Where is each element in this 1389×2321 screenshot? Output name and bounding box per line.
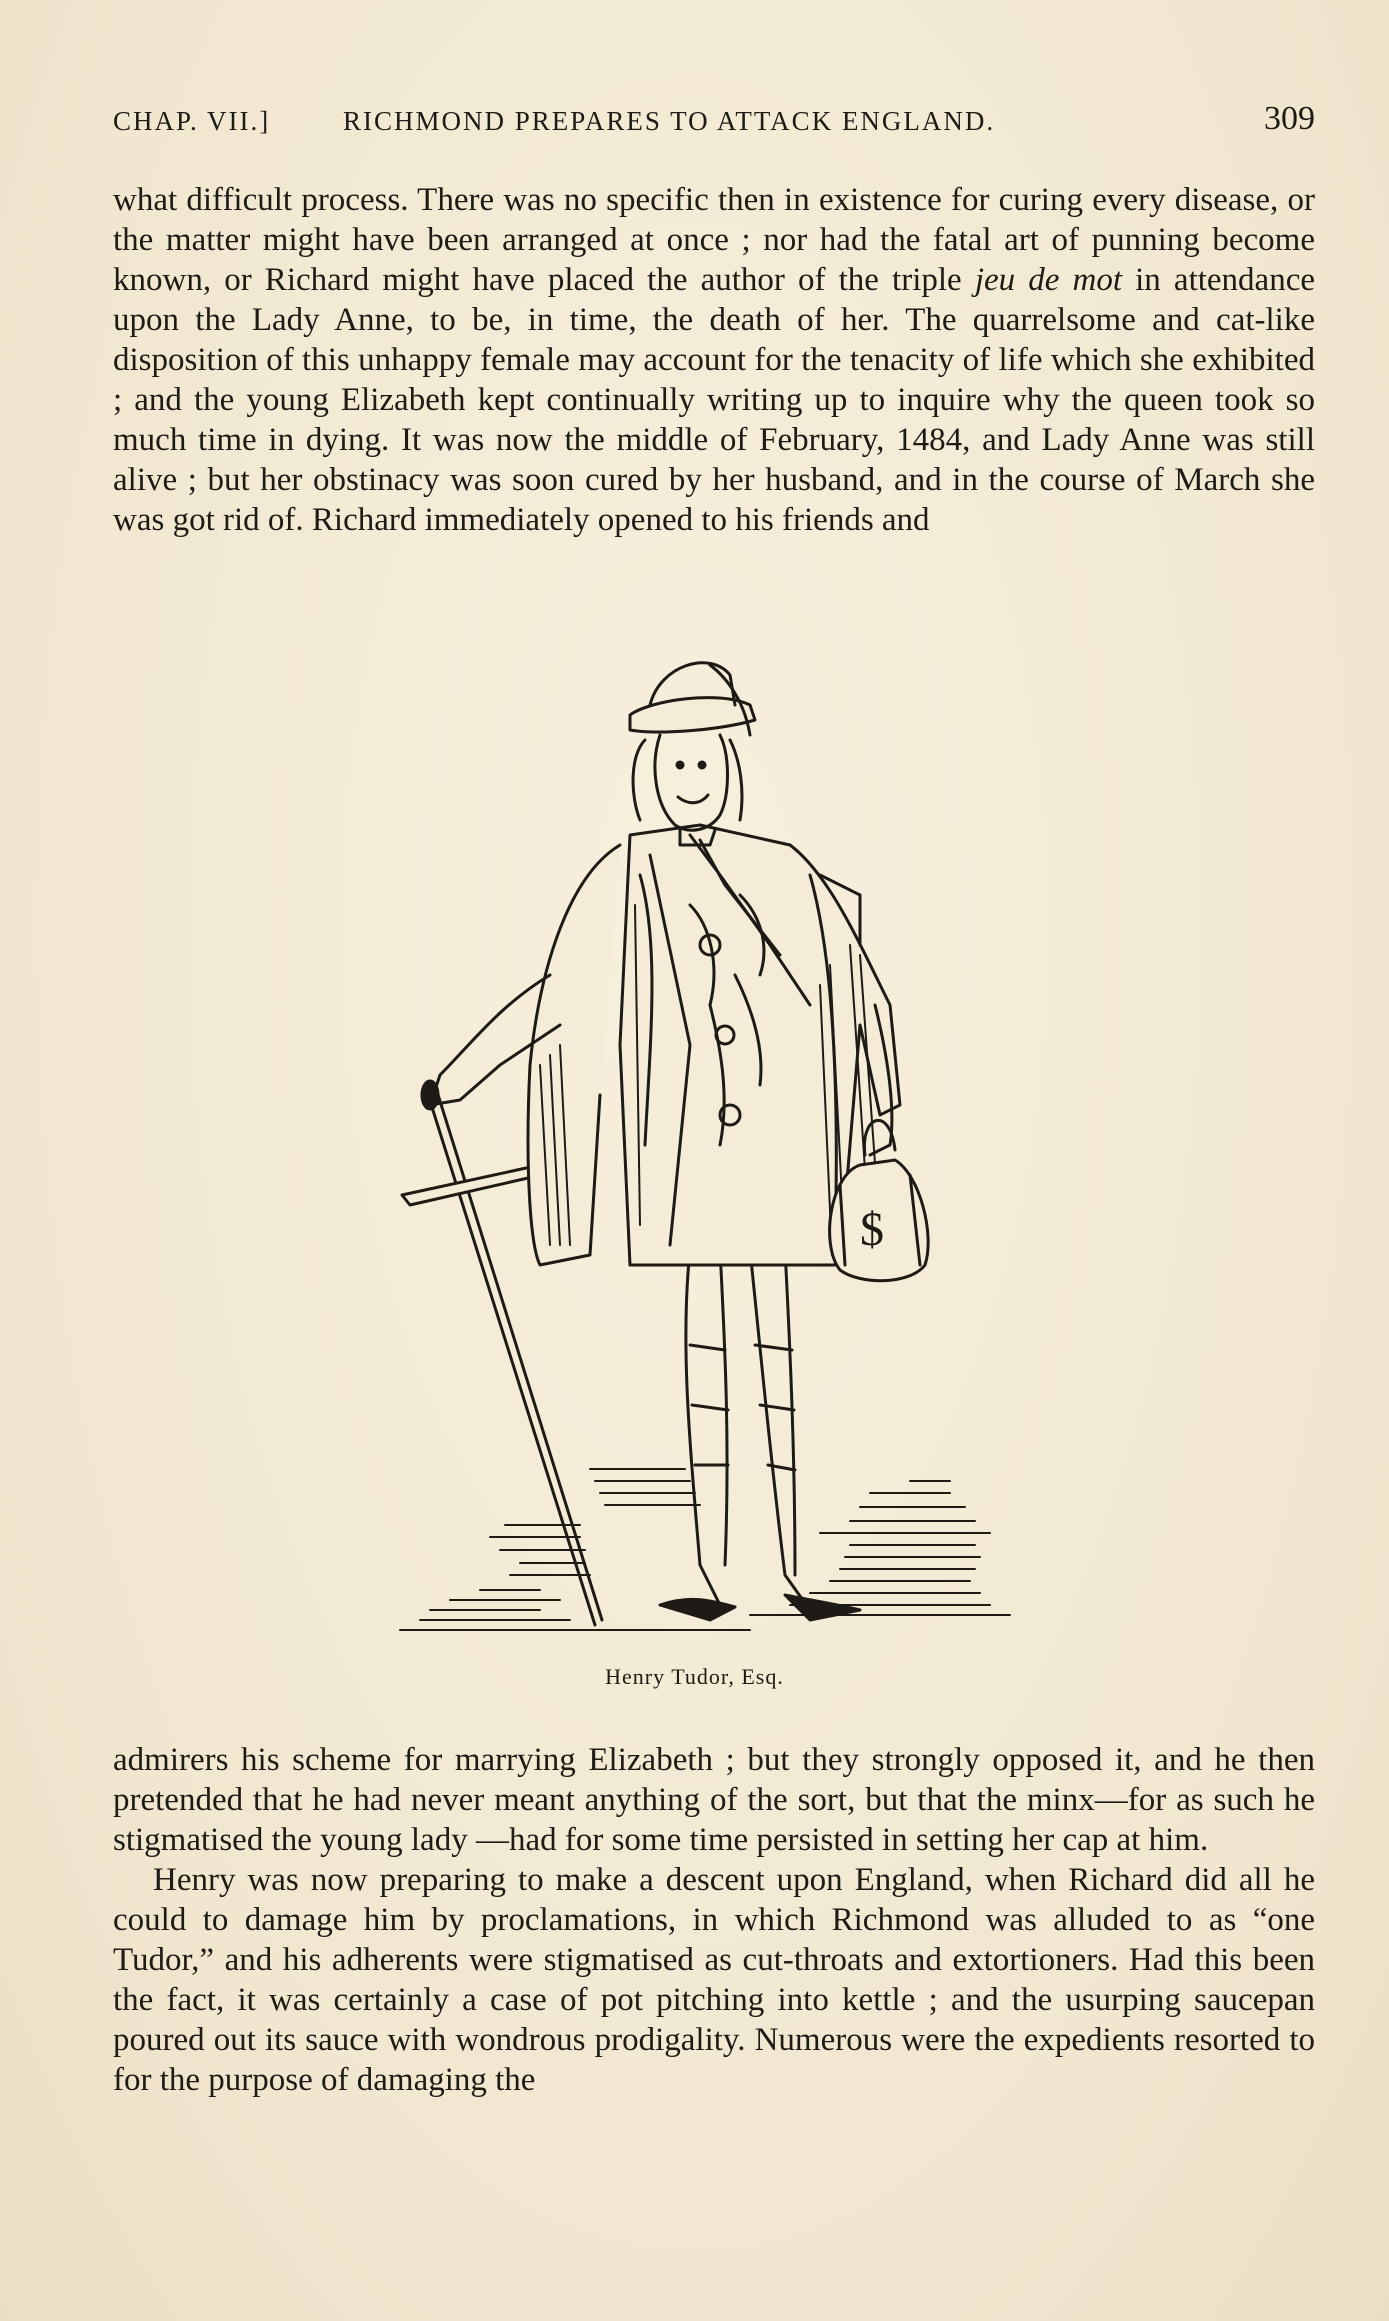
running-header xyxy=(113,100,1315,146)
paragraph-top xyxy=(113,180,1315,540)
chapter-label: CHAP. VII.] xyxy=(113,106,271,136)
paragraph-bottom-1: admirers his scheme for marrying Elizabeth ; but they strongly opposed it, and he then pretended that he had never meant anything of the sort, but that the minx—for as such he stigmatised the young lady —had for some time persisted in setting her cap at him. xyxy=(113,1742,1315,1858)
italic-phrase: jeu de mot xyxy=(974,262,1123,298)
figure-caption: Henry Tudor, Esq. xyxy=(605,1664,784,1689)
paragraph-top-part2: in attendance upon the Lady Anne, to be, in time, the death of her. The quarrelsome and cat-like disposition of this unhappy female may account for the tenacity of life which she exhibited ; and the young Elizabeth kept continually writing up to inquire why the queen took so much time in dying. It was now the middle of February, 1484, and Lady Anne was still alive ; but her obstinacy was soon cured by her husband, and in the course of March she was got rid of. Richard immediately opened to his friends and xyxy=(113,262,1315,538)
bag-lettering: $ xyxy=(860,1203,884,1256)
paragraph-top-part1: what difficult process. There was no specific then in existence for curing every disease, or the matter might have been arranged at once ; nor had the fatal art of punning become known, or Richard might have placed the author of the triple xyxy=(113,182,1315,298)
henry-tudor-illustration xyxy=(390,645,1030,1650)
paragraph-bottom-2: Henry was now preparing to make a descent upon England, when Richard did all he could to damage him by proclamations, in which Richmond was alluded to as “one Tudor,” and his adherents were stigmatised as cut-throats and extortioners. Had this been the fact, it was certainly a case of pot pitching into kettle ; and the usurping saucepan poured out its sauce with wondrous prodigality. Numerous were the expedients resorted to for the purpose of damaging the xyxy=(113,1862,1315,2098)
running-title: RICHMOND PREPARES TO ATTACK ENGLAND. xyxy=(343,106,996,136)
top-text-block xyxy=(113,180,1315,540)
page-number: 309 xyxy=(1264,100,1315,137)
head xyxy=(630,663,755,845)
legs xyxy=(660,1250,860,1620)
bottom-text-block xyxy=(113,1740,1315,2100)
